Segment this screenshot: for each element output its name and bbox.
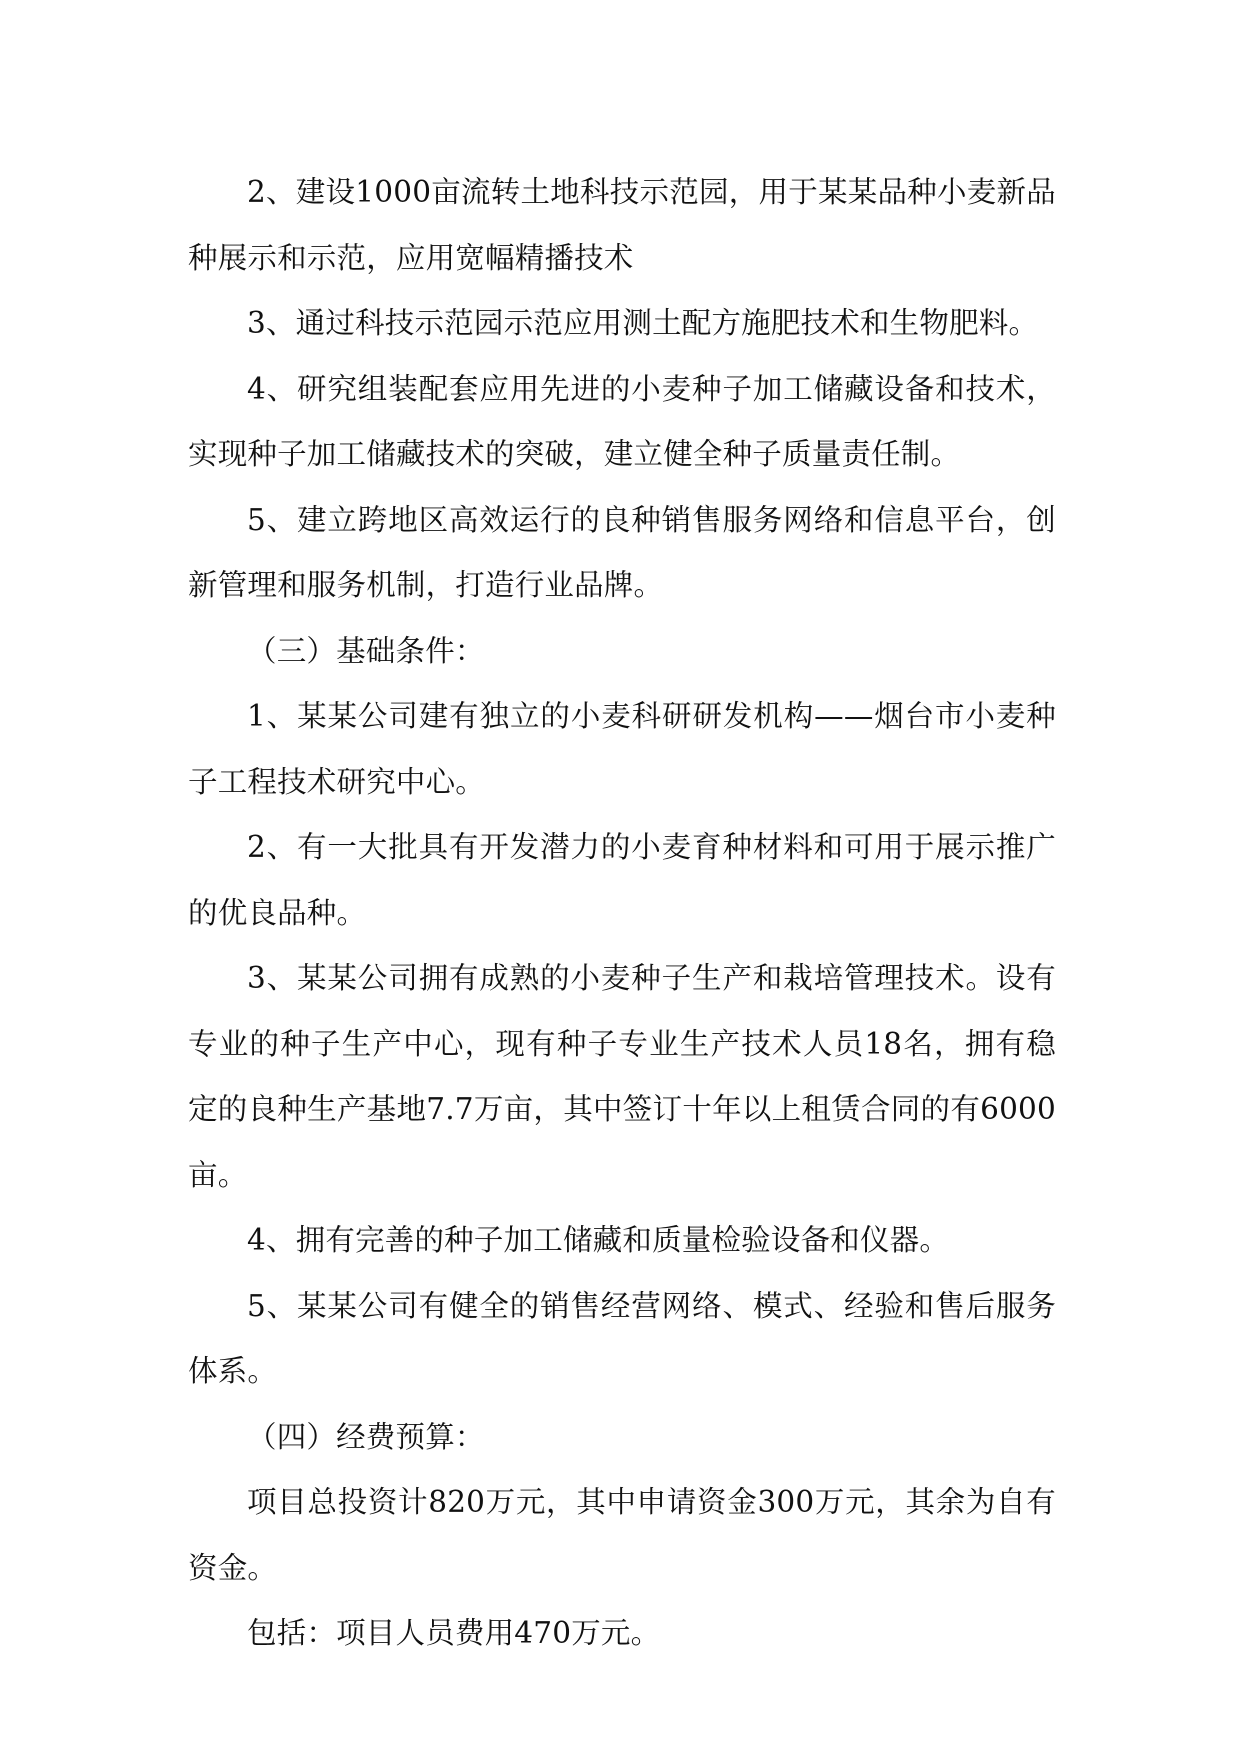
section-heading-budget: （四）经费预算： <box>247 1419 485 1454</box>
paragraph-condition-5-sales-system: 5、某某公司有健全的销售经营网络、模式、经验和售后服务体系。 <box>188 1288 1056 1388</box>
paragraph-condition-2-materials: 2、有一大批具有开发潜力的小麦育种材料和可用于展示推广的优良品种。 <box>188 830 1056 930</box>
paragraph-item-3-fertilizer: 3、通过科技示范园示范应用测土配方施肥技术和生物肥料。 <box>247 306 1039 340</box>
paragraph-budget-total: 项目总投资计820万元，其中申请资金300万元，其余为自有资金。 <box>188 1485 1056 1585</box>
paragraph-condition-1-research: 1、某某公司建有独立的小麦科研研发机构——烟台市小麦种子工程技术研究中心。 <box>188 699 1056 799</box>
paragraph-condition-3-production: 3、某某公司拥有成熟的小麦种子生产和栽培管理技术。设有专业的种子生产中心，现有种子专业生产技术人员18名，拥有稳定的良种生产基地7.7万亩，其中签订十年以上租赁合同的有6000亩。 <box>188 961 1056 1192</box>
paragraph-condition-4-equipment: 4、拥有完善的种子加工储藏和质量检验设备和仪器。 <box>247 1223 950 1257</box>
paragraph-item-4-seed-processing: 4、研究组装配套应用先进的小麦种子加工储藏设备和技术，实现种子加工储藏技术的突破，建立健全种子质量责任制。 <box>188 371 1056 471</box>
section-heading-basic-conditions: （三）基础条件： <box>247 633 485 668</box>
paragraph-budget-personnel: 包括：项目人员费用470万元。 <box>247 1616 661 1650</box>
paragraph-item-5-sales-network: 5、建立跨地区高效运行的良种销售服务网络和信息平台，创新管理和服务机制，打造行业品牌。 <box>188 502 1056 602</box>
paragraph-item-2-land-demo: 2、建设1000亩流转土地科技示范园，用于某某品种小麦新品种展示和示范，应用宽幅精播技术 <box>188 175 1056 275</box>
document-body <box>188 160 1056 1667</box>
